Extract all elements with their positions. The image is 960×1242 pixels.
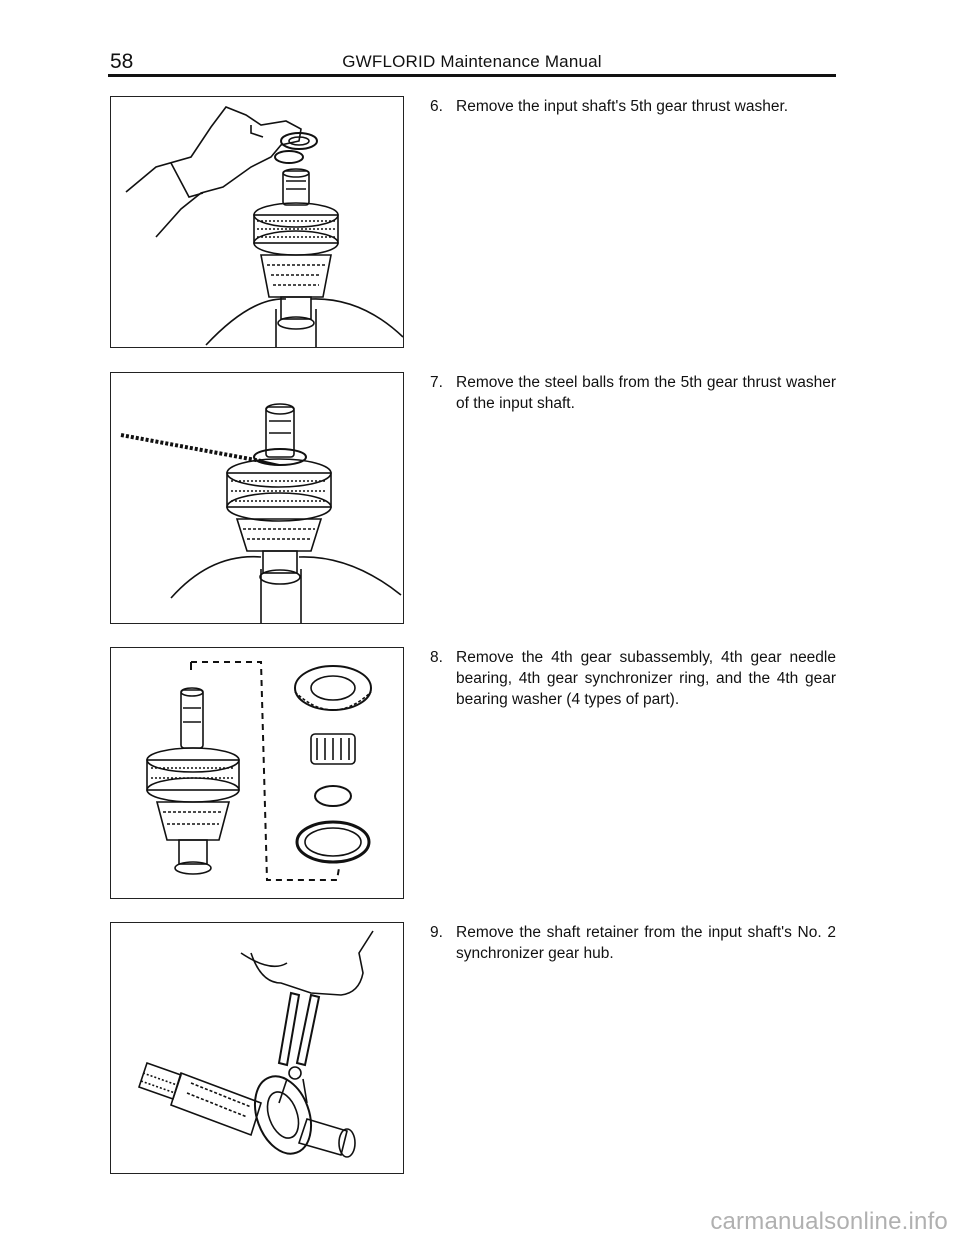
manual-title: GWFLORID Maintenance Manual: [342, 52, 602, 71]
page-number: 58: [110, 50, 134, 73]
step-instruction: Remove the steel balls from the 5th gear thrust washer of the input shaft.: [456, 374, 836, 412]
step-8: [110, 647, 838, 899]
step-number: 6.: [430, 98, 443, 115]
step-number: 7.: [430, 374, 443, 391]
page-header: [108, 48, 836, 77]
magnet-removing-steel-balls-illustration: [110, 372, 404, 624]
step-text: [430, 96, 836, 117]
step-instruction: Remove the shaft retainer from the input shaft's No. 2 synchronizer gear hub.: [456, 924, 836, 962]
hand-removing-thrust-washer-illustration: [110, 96, 404, 348]
snap-ring-pliers-illustration: [110, 922, 404, 1174]
step-text: [430, 922, 836, 964]
step-number: 8.: [430, 649, 443, 666]
step-6: [110, 96, 838, 348]
step-text: [430, 647, 836, 710]
watermark: carmanualsonline.info: [710, 1208, 948, 1235]
step-9: [110, 922, 838, 1174]
step-instruction: Remove the input shaft's 5th gear thrust washer.: [456, 98, 789, 115]
step-7: [110, 372, 838, 624]
step-instruction: Remove the 4th gear subassembly, 4th gear needle bearing, 4th gear synchronizer ring, and the 4th gear bearing washer (4 types of part).: [456, 649, 836, 708]
step-number: 9.: [430, 924, 443, 941]
step-text: [430, 372, 836, 414]
exploded-4th-gear-parts-illustration: [110, 647, 404, 899]
